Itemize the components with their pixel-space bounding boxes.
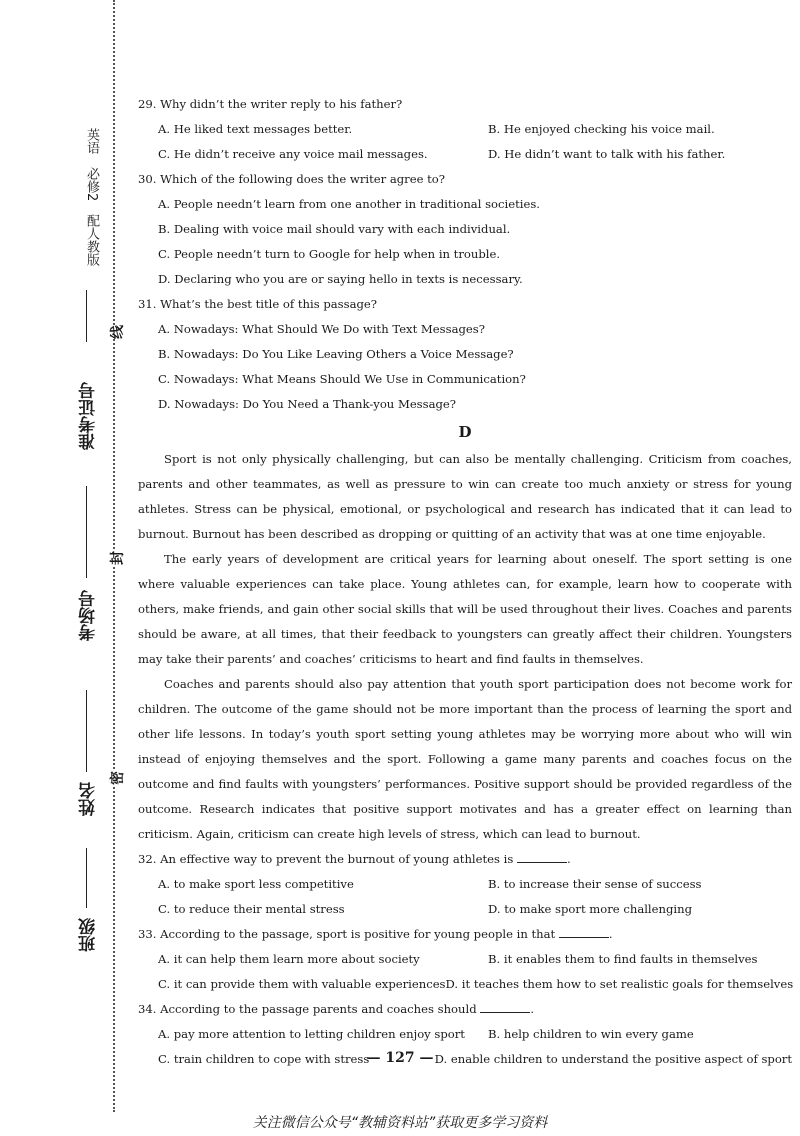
option[interactable]: A. pay more attention to letting children enjoy sport (158, 1027, 465, 1041)
option[interactable]: A. People needn’t learn from one another in traditional societies. (158, 197, 540, 211)
option[interactable]: B. Nowadays: Do You Like Leaving Others a Voice Message? (158, 347, 514, 361)
id-field-line[interactable] (86, 290, 87, 342)
option[interactable]: D. to make sport more challenging (488, 902, 692, 916)
option[interactable]: B. help children to win every game (488, 1027, 694, 1041)
option[interactable]: B. He enjoyed checking his voice mail. (488, 122, 715, 136)
seal-mi: 密 (107, 771, 127, 785)
option-row (138, 117, 792, 142)
name-field-label: 姓名 (79, 782, 99, 816)
option[interactable]: D. Declaring who you are or saying hello in texts is necessary. (158, 272, 523, 286)
option-row (138, 897, 792, 922)
option-row (138, 872, 792, 897)
question-stem: 33. According to the passage, sport is positive for young people in that . (138, 927, 613, 941)
option[interactable]: A. Nowadays: What Should We Do with Text Messages? (158, 322, 485, 336)
option[interactable]: A. He liked text messages better. (158, 122, 353, 136)
seal-xian: 线 (107, 325, 127, 339)
passage-paragraph: The early years of development are critical years for learning about oneself. The sport setting is one where valuable experiences can take place. Young athletes can, for example, learn how to cooperate with others, make friends, and gain other social skills that will be used throughout their lives. Coaches and parents should be aware, at all times, that their feedback to youngsters can greatly affect their children. Youngsters may take their parents’ and coaches’ criticisms to heart and find faults in themselves. (138, 552, 792, 666)
answer-blank[interactable] (517, 853, 567, 863)
option[interactable]: C. People needn’t turn to Google for help when in trouble. (158, 247, 501, 261)
option[interactable]: D. it teaches them how to set realistic goals for themselves (445, 977, 794, 991)
subject-label: 英语 必修2 配人教版 (84, 128, 99, 267)
option[interactable]: B. Dealing with voice mail should vary with each individual. (158, 222, 511, 236)
passage-paragraph: Sport is not only physically challenging, but can also be mentally challenging. Criticism from coaches, parents and other teammates, as well as pressure to win can create too much anxiety or stress for young athletes. Stress can be physical, emotional, or psychological and research has indicated that it can lead to burnout. Burnout has been described as dropping or quitting of an activity that was at one time enjoyable. (138, 452, 792, 541)
option[interactable]: D. Nowadays: Do You Need a Thank-you Message? (158, 397, 456, 411)
option-row (138, 972, 792, 997)
option[interactable]: D. He didn’t want to talk with his father. (488, 147, 726, 161)
class-field-line[interactable] (86, 848, 87, 908)
page-number: — 127 — (366, 1050, 434, 1066)
answer-blank[interactable] (480, 1003, 530, 1013)
footer-watermark: 关注微信公众号“教辅资料站”获取更多学习资料 (252, 1115, 548, 1131)
option[interactable]: C. He didn’t receive any voice mail messages. (158, 147, 428, 161)
option-row (138, 142, 792, 167)
room-field-line[interactable] (86, 486, 87, 578)
question-stem: 31. What’s the best title of this passage? (138, 297, 377, 311)
class-field-label: 班级 (79, 918, 99, 952)
section-title: D (458, 423, 472, 441)
name-field-line[interactable] (86, 690, 87, 772)
option[interactable]: C. it can provide them with valuable experiences (158, 977, 446, 991)
option[interactable]: A. it can help them learn more about society (158, 952, 420, 966)
option[interactable]: B. it enables them to find faults in themselves (488, 952, 758, 966)
question-stem: 32. An effective way to prevent the burnout of young athletes is . (138, 852, 571, 866)
question-stem: 34. According to the passage parents and coaches should . (138, 1002, 535, 1016)
room-field-label: 考场号 (79, 590, 99, 641)
exam-content (138, 92, 792, 1072)
question-stem: 29. Why didn’t the writer reply to his father? (138, 97, 403, 111)
option[interactable]: C. Nowadays: What Means Should We Use in Communication? (158, 372, 526, 386)
question-stem: 30. Which of the following does the writer agree to? (138, 172, 445, 186)
option-row (138, 1022, 792, 1047)
option[interactable]: C. train children to cope with stress (158, 1052, 370, 1066)
passage-paragraph: Coaches and parents should also pay attention that youth sport participation does not become work for children. The outcome of the game should not be more important than the process of learning the sport and other life lessons. In today’s youth sport setting young athletes may be worrying more about who will win instead of enjoying themselves and the sport. Following a game many parents and coaches focus on the outcome and find faults with youngsters’ performances. Positive support should be provided regardless of the outcome. Research indicates that positive support motivates and has a greater effect on learning than criticism. Again, criticism can create high levels of stress, which can lead to burnout. (138, 677, 792, 841)
id-field-label: 准考证号 (79, 382, 99, 450)
option-row (138, 947, 792, 972)
option[interactable]: A. to make sport less competitive (158, 877, 354, 891)
answer-blank[interactable] (559, 928, 609, 938)
option[interactable]: D. enable children to understand the positive aspect of sport (434, 1052, 792, 1066)
seal-feng: 封 (107, 551, 127, 565)
option[interactable]: B. to increase their sense of success (488, 877, 702, 891)
option[interactable]: C. to reduce their mental stress (158, 902, 345, 916)
